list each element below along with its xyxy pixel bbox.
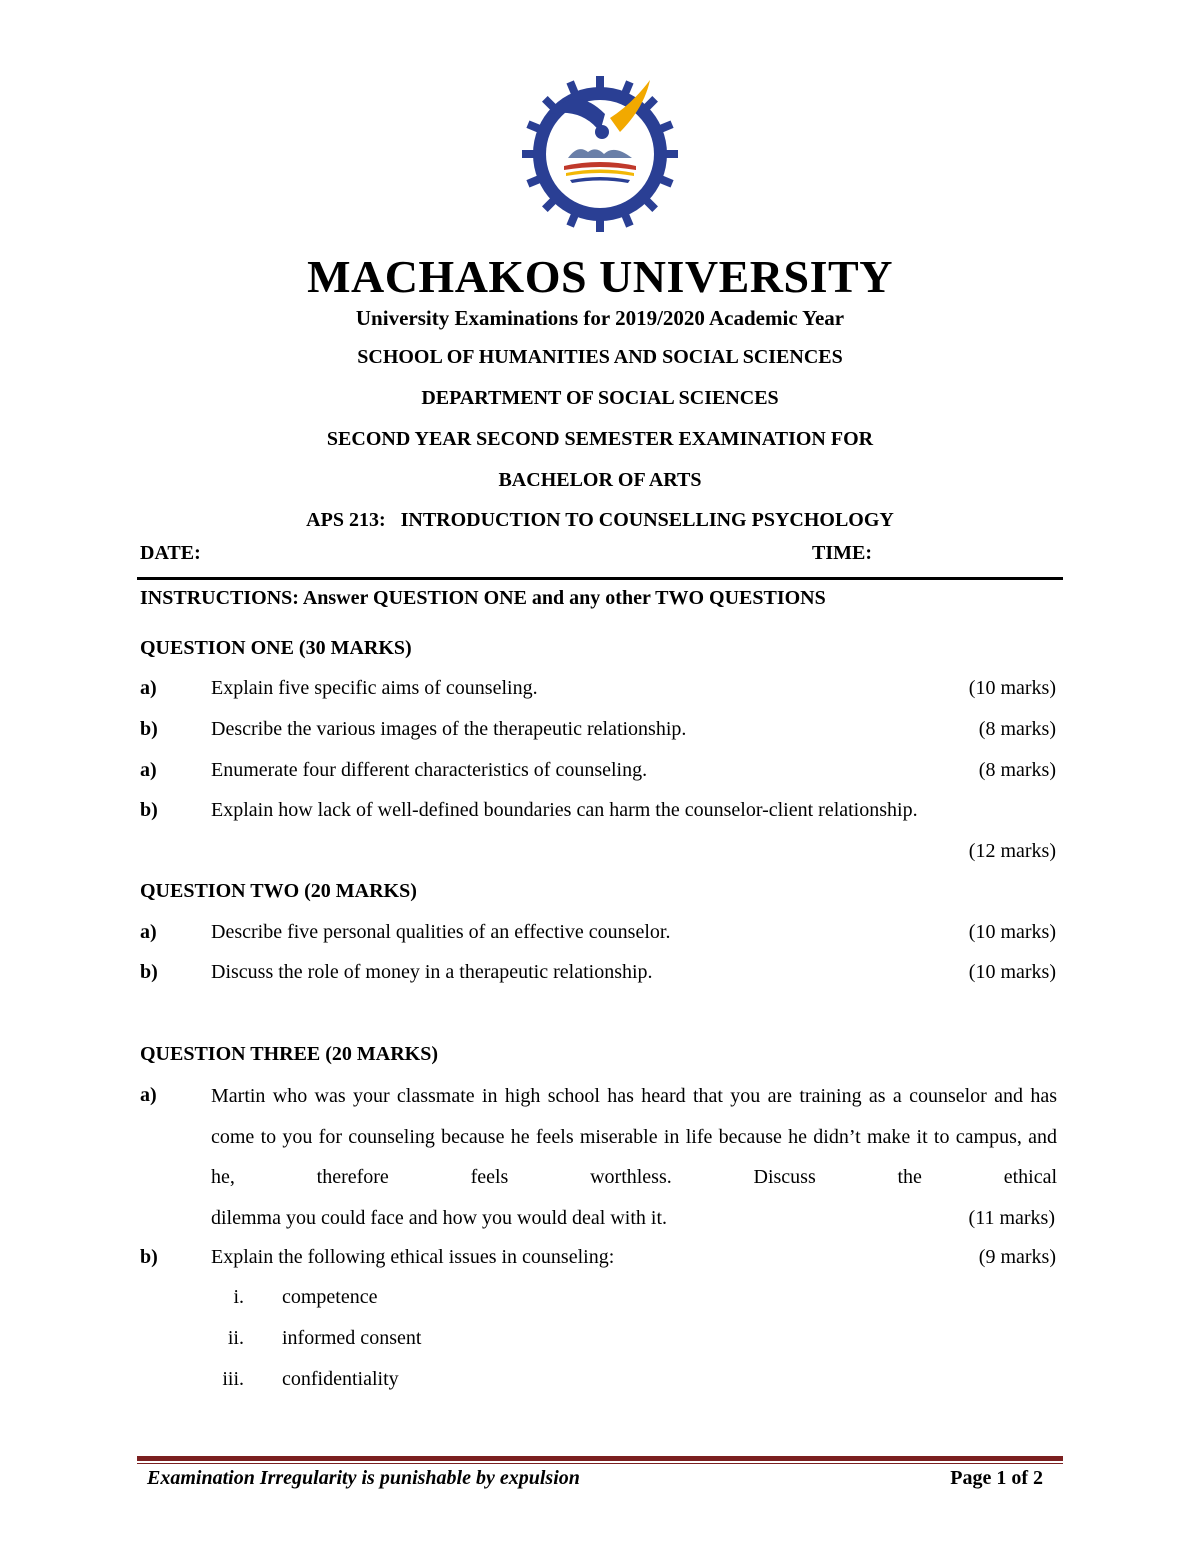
subitem-text: competence xyxy=(282,1286,378,1308)
exam-year: University Examinations for 2019/2020 Academic Year xyxy=(355,306,845,330)
item-label: a) xyxy=(140,921,157,943)
item-marks: (10 marks) xyxy=(968,921,1056,943)
university-logo xyxy=(520,74,680,234)
department-name: DEPARTMENT OF SOCIAL SCIENCES xyxy=(421,387,779,409)
item-label: b) xyxy=(140,1246,158,1268)
instructions: INSTRUCTIONS: Answer QUESTION ONE and any other TWO QUESTIONS xyxy=(140,587,826,609)
footer-divider-thin xyxy=(137,1463,1063,1464)
item-label: a) xyxy=(140,759,157,781)
subitem-numeral: ii. xyxy=(227,1327,244,1349)
subitem-text: confidentiality xyxy=(282,1368,399,1390)
course-title: APS 213: INTRODUCTION TO COUNSELLING PSYCHOLOGY xyxy=(306,509,894,531)
item-text: Explain five specific aims of counseling. xyxy=(211,677,538,699)
item-label: b) xyxy=(140,799,158,821)
subitem-numeral: iii. xyxy=(222,1368,244,1390)
item-marks: (11 marks) xyxy=(968,1206,1055,1229)
page-number: Page 1 of 2 xyxy=(950,1467,1043,1489)
school-name: SCHOOL OF HUMANITIES AND SOCIAL SCIENCES xyxy=(357,346,843,368)
date-label: DATE: xyxy=(140,542,201,564)
question-one-title: QUESTION ONE (30 MARKS) xyxy=(140,637,412,659)
footer-note: Examination Irregularity is punishable by expulsion xyxy=(147,1467,580,1489)
item-text: Describe the various images of the therapeutic relationship. xyxy=(211,718,687,740)
question-three-title: QUESTION THREE (20 MARKS) xyxy=(140,1043,439,1065)
item-text-last: dilemma you could face and how you would deal with it. xyxy=(211,1206,668,1229)
item-label: b) xyxy=(140,718,158,740)
program-name: BACHELOR OF ARTS xyxy=(498,469,702,491)
footer-divider xyxy=(137,1456,1063,1461)
item-marks: (9 marks) xyxy=(978,1246,1056,1268)
time-label: TIME: xyxy=(812,542,872,564)
question-two-title: QUESTION TWO (20 MARKS) xyxy=(140,880,417,902)
university-name: MACHAKOS UNIVERSITY xyxy=(307,251,893,302)
item-marks: (10 marks) xyxy=(968,677,1056,699)
item-text: Explain the following ethical issues in counseling: xyxy=(211,1246,615,1268)
item-label: a) xyxy=(140,677,157,699)
item-marks: (12 marks) xyxy=(968,840,1056,862)
item-text: Describe five personal qualities of an effective counselor. xyxy=(211,921,671,943)
item-marks: (8 marks) xyxy=(978,759,1056,781)
item-text-last-line xyxy=(211,1198,1057,1239)
item-text: Explain how lack of well-defined boundaries can harm the counselor-client relationship. xyxy=(211,799,918,821)
item-text: Discuss the role of money in a therapeutic relationship. xyxy=(211,961,653,983)
subitem-numeral: i. xyxy=(233,1286,244,1308)
item-marks: (8 marks) xyxy=(978,718,1056,740)
subitem-text: informed consent xyxy=(282,1327,422,1349)
item-text-main: Martin who was your classmate in high school has heard that you are training as a counselor and has come to you for counseling because he feels miserable in life because he didn’t make it to campus, and he, therefore feels worthless. Discuss the ethical xyxy=(211,1085,1057,1189)
item-text-paragraph xyxy=(211,1076,1057,1238)
item-text: Enumerate four different characteristics of counseling. xyxy=(211,759,648,781)
item-label: b) xyxy=(140,961,158,983)
semester-line: SECOND YEAR SECOND SEMESTER EXAMINATION FOR xyxy=(326,428,874,450)
item-marks: (10 marks) xyxy=(968,961,1056,983)
item-label: a) xyxy=(140,1084,157,1106)
header-divider xyxy=(137,577,1063,580)
